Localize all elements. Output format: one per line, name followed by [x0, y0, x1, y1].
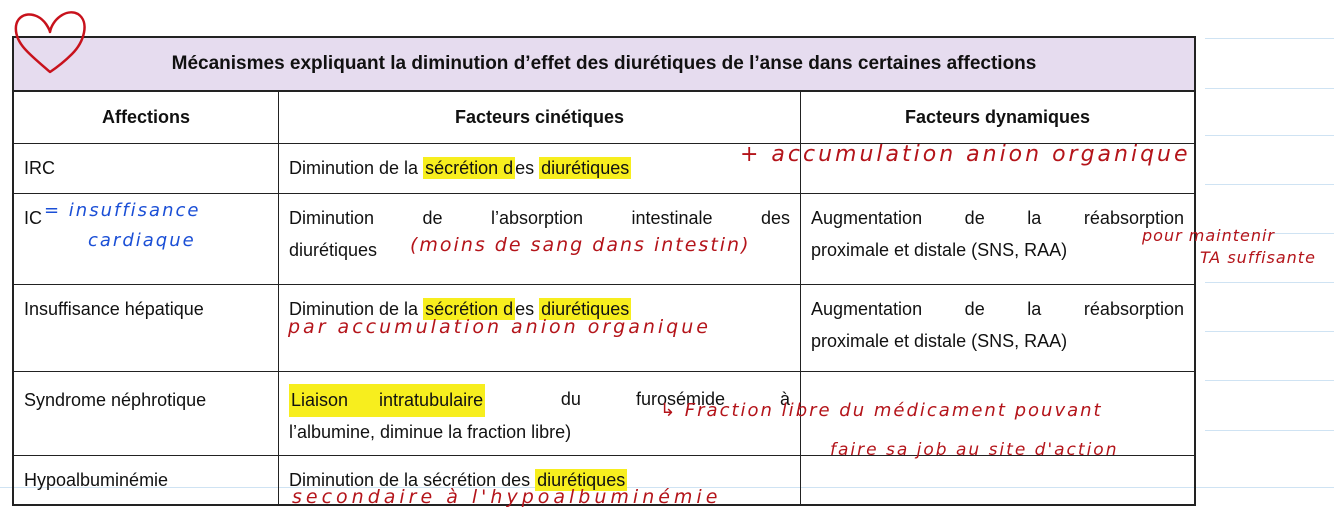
dynamic-cell — [801, 456, 1194, 504]
dynamic-cell — [801, 194, 1194, 284]
table-header-row — [14, 92, 1194, 144]
dynamic-line: proximale et distale (SNS, RAA) — [811, 331, 1068, 351]
kinetic-line: Diminution de l’absorption intestinale des — [289, 208, 790, 228]
annotation-nephrotic-1: ↳ Fraction libre du médicament pouvant — [660, 400, 1103, 421]
ruled-line — [1205, 184, 1334, 185]
annotation-nephrotic-2: faire sa job au site d'action — [830, 440, 1119, 460]
header-affections: Affections — [14, 92, 279, 143]
affection-cell: Hypoalbuminémie — [14, 456, 279, 504]
annotation-hypoalbuminemia: secondaire à l'hypoalbuminémie — [292, 486, 722, 508]
table-title-text: Mécanismes expliquant la diminution d’effet des diurétiques de l’anse dans certaines affections — [171, 53, 1037, 74]
kinetic-text: es — [515, 158, 540, 178]
mechanisms-table — [12, 36, 1196, 506]
kinetic-text: Diminution de la — [289, 158, 424, 178]
highlight: sécrétion d — [425, 299, 514, 319]
annotation-irc: + accumulation anion organique — [740, 142, 1191, 167]
ruled-line — [1205, 331, 1334, 332]
highlight: diurétiques — [541, 158, 630, 178]
ruled-line — [1205, 380, 1334, 381]
ruled-line — [1205, 430, 1334, 431]
ruled-line — [1205, 135, 1334, 136]
highlight: diurétiques — [541, 299, 630, 319]
dynamic-line: proximale et distale (SNS, RAA) — [811, 240, 1068, 260]
kinetic-text: Diminution de la sécrétion des — [289, 470, 536, 490]
dynamic-line: Augmentation de la réabsorption — [811, 299, 1184, 319]
annotation-ic-kinetic: (moins de sang dans intestin) — [410, 234, 751, 256]
kinetic-text: Diminution de la — [289, 299, 424, 319]
annotation-ic-dynamic-1: pour maintenir — [1142, 226, 1276, 245]
kinetic-line: l’albumine, diminue la fraction libre) — [289, 422, 572, 442]
highlight: sécrétion d — [425, 158, 514, 178]
affection-cell: IRC — [14, 144, 279, 193]
affection-cell: Insuffisance hépatique — [14, 285, 279, 371]
ruled-line — [1205, 282, 1334, 283]
affection-cell: Syndrome néphrotique — [14, 372, 279, 455]
highlight: diurétiques — [537, 470, 626, 490]
annotation-ic-label: = insuffisance — [44, 200, 201, 221]
annotation-ic-label-2: cardiaque — [88, 230, 196, 251]
ruled-line — [1205, 38, 1334, 39]
header-kinetic-factors: Facteurs cinétiques — [279, 92, 801, 143]
highlight: Liaison intratubulaire — [289, 384, 485, 417]
affection-text: IC — [24, 208, 42, 228]
kinetic-cell — [279, 144, 801, 193]
table-title — [14, 38, 1194, 92]
ruled-line — [1205, 88, 1334, 89]
kinetic-line: diurétiques — [289, 240, 378, 260]
annotation-hepatic: par accumulation anion organique — [288, 316, 711, 338]
kinetic-text: du furosémide à — [560, 389, 790, 409]
heart-icon — [10, 6, 90, 78]
annotation-ic-dynamic-2: TA suffisante — [1200, 248, 1316, 267]
dynamic-cell — [801, 285, 1194, 371]
dynamic-line: Augmentation de la réabsorption — [811, 208, 1184, 228]
header-dynamic-factors: Facteurs dynamiques — [904, 107, 1091, 127]
kinetic-text: es — [515, 299, 540, 319]
